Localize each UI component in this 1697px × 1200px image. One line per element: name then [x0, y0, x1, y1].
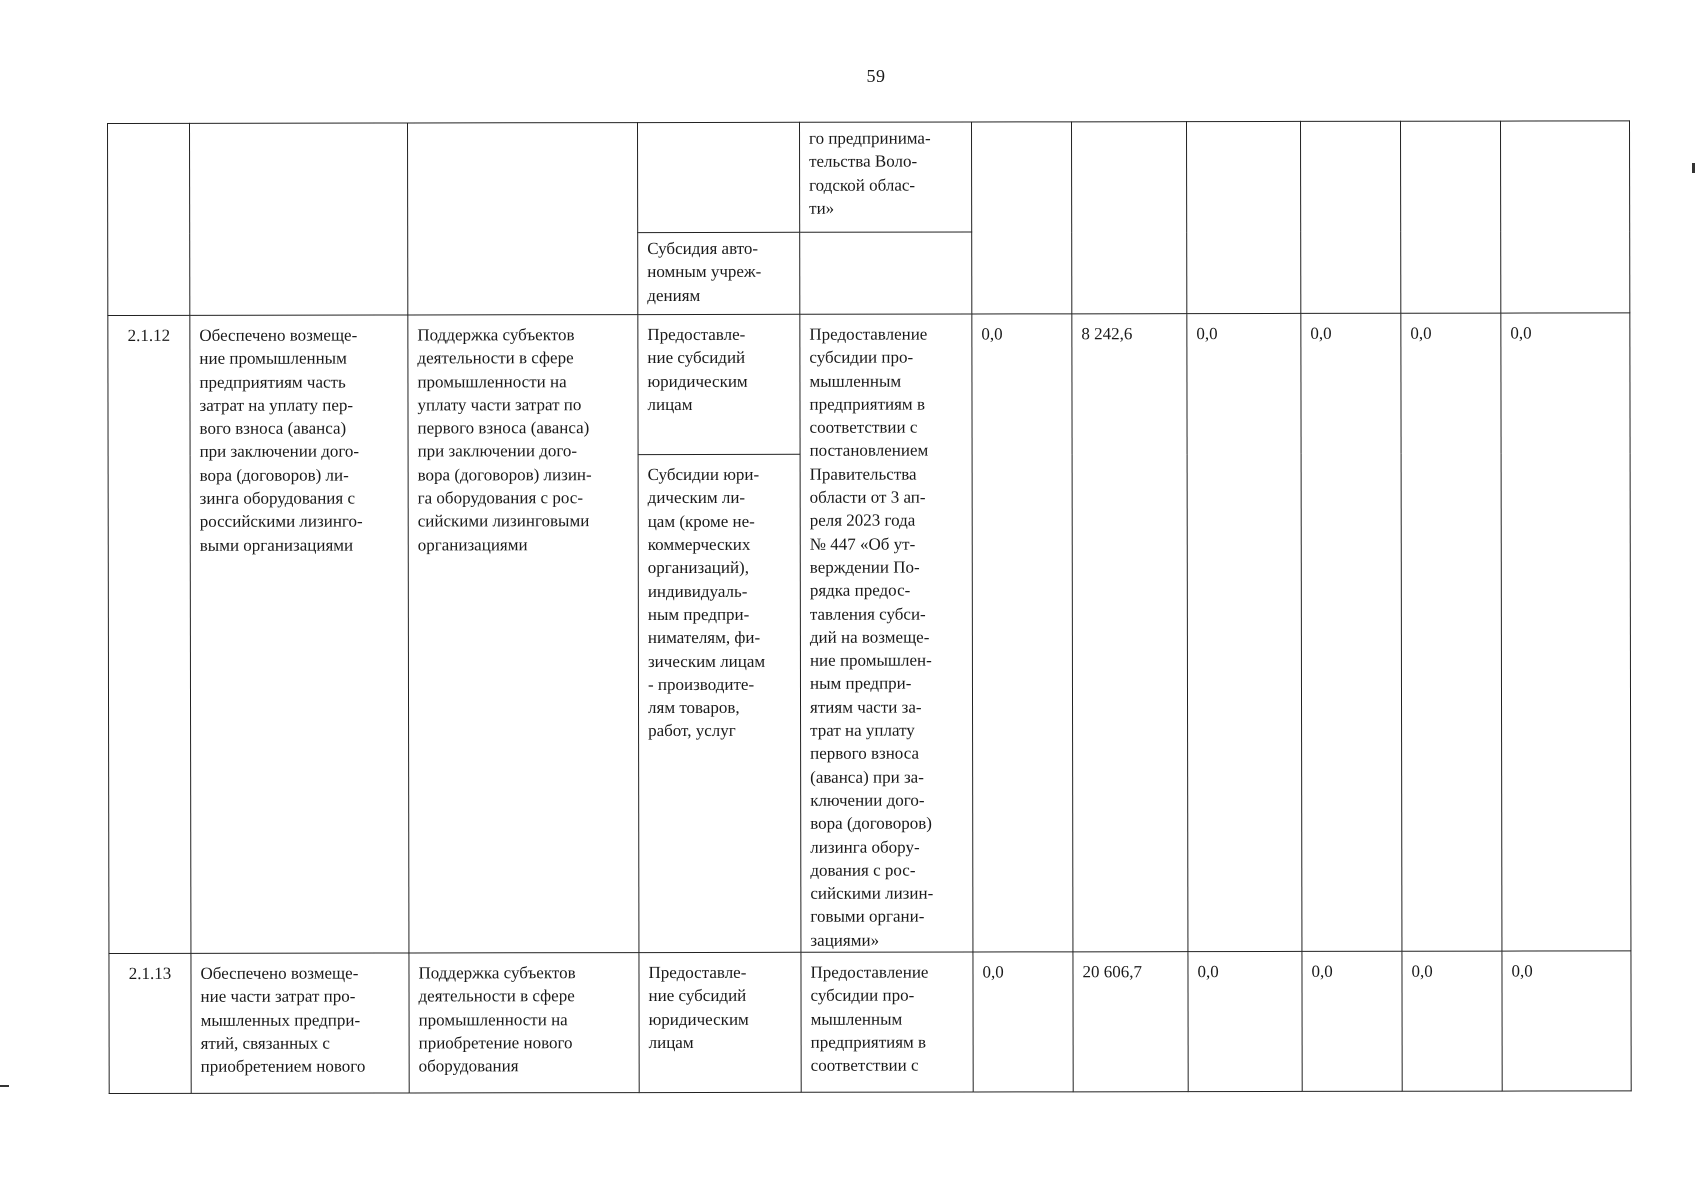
- cell-value: 0,0: [1501, 313, 1631, 951]
- table-row-2-1-12: [108, 313, 1630, 456]
- cell-measure: Поддержка субъектов деятельности в сфере промышленности на приобретение нового оборудования: [409, 953, 639, 1093]
- cell-value: 0,0: [1301, 313, 1402, 951]
- cell-event: Предоставление субсидии про- мышленным предприятиям в соответствии с: [801, 952, 973, 1092]
- cell-subsidy-type: Предоставле- ние субсидий юридическим лицам: [638, 314, 800, 454]
- scan-mark-left: [0, 1085, 9, 1087]
- cell-result: Обеспечено возмеще- ние промышленным предприятиям часть затрат на уплату пер- вого взноса (аванса) при заключении дого- вора (договоров) ли- зинга оборудования с российскими лизинго- выми организациями: [190, 315, 409, 953]
- cell-value-empty: [1186, 121, 1300, 313]
- cell-value-empty: [1500, 121, 1629, 313]
- cell-subsidy-type: Предоставле- ние субсидий юридическим лицам: [639, 952, 801, 1092]
- cell-value: 0,0: [1188, 951, 1302, 1091]
- cell-value: 0,0: [1402, 951, 1502, 1091]
- cell-event-empty: [800, 232, 972, 314]
- cell-subsidy-type-autonomous: Субсидия авто- номным учреж- дениям: [638, 232, 800, 314]
- cell-event: Предоставление субсидии про- мышленным предприятиям в соответствии с постановлением Правительства области от 3 ап- реля 2023 года № 447 «Об ут- верждении По- рядка предос- тавления субси- дий на возмеще- ние промышлен- ным предпри- ятиям части за- трат на уплату первого взноса (аванса) при за- ключении дого- вора (договоров) лизинга обору- дования с рос- сийскими лизин- говыми органи- зациями»: [800, 314, 973, 952]
- cell-value: 8 242,6: [1072, 314, 1188, 952]
- cell-num-empty: [108, 123, 190, 315]
- cell-subsidy-type-legal: Субсидии юри- дическим ли- цам (кроме не- коммерческих организаций), индивидуаль- ным предпри- нимателям, фи- зическим лицам - производите- лям товаров, работ, услуг: [638, 454, 801, 952]
- cell-value: 0,0: [973, 952, 1073, 1092]
- budget-table: [107, 120, 1632, 1094]
- cell-row-number: 2.1.13: [109, 953, 191, 1093]
- cell-subsidy-empty: [638, 122, 800, 232]
- cell-value-empty: [1400, 121, 1500, 313]
- cell-value: 0,0: [1187, 313, 1302, 951]
- cell-row-number: 2.1.12: [108, 315, 191, 953]
- cell-value: 0,0: [972, 314, 1073, 952]
- cell-measure: Поддержка субъектов деятельности в сфере промышленности на уплату части затрат по первого взноса (аванса) при заключении дого- вора (договоров) лизин- га оборудования с рос- сийскими лизинговыми организациями: [408, 315, 639, 953]
- cell-result-empty: [190, 123, 408, 315]
- scan-mark-right: [1692, 163, 1695, 173]
- cell-value: 0,0: [1302, 951, 1402, 1091]
- cell-measure-empty: [408, 123, 638, 315]
- table-row-2-1-13: [109, 951, 1631, 1094]
- cell-value: 0,0: [1502, 951, 1631, 1091]
- cell-value: 20 606,7: [1073, 952, 1188, 1092]
- page-number: 59: [866, 66, 886, 86]
- cell-value-empty: [1071, 122, 1186, 314]
- cell-result: Обеспечено возмеще- ние части затрат про- мышленных предпри- ятий, связанных с приобретением нового: [191, 953, 409, 1093]
- continuation-row-1: [108, 121, 1630, 234]
- cell-value: 0,0: [1401, 313, 1502, 951]
- cell-value-empty: [1300, 121, 1400, 313]
- cell-value-empty: [971, 122, 1071, 314]
- cell-event-continuation: го предпринима- тельства Воло- годской облас- ти»: [799, 122, 971, 232]
